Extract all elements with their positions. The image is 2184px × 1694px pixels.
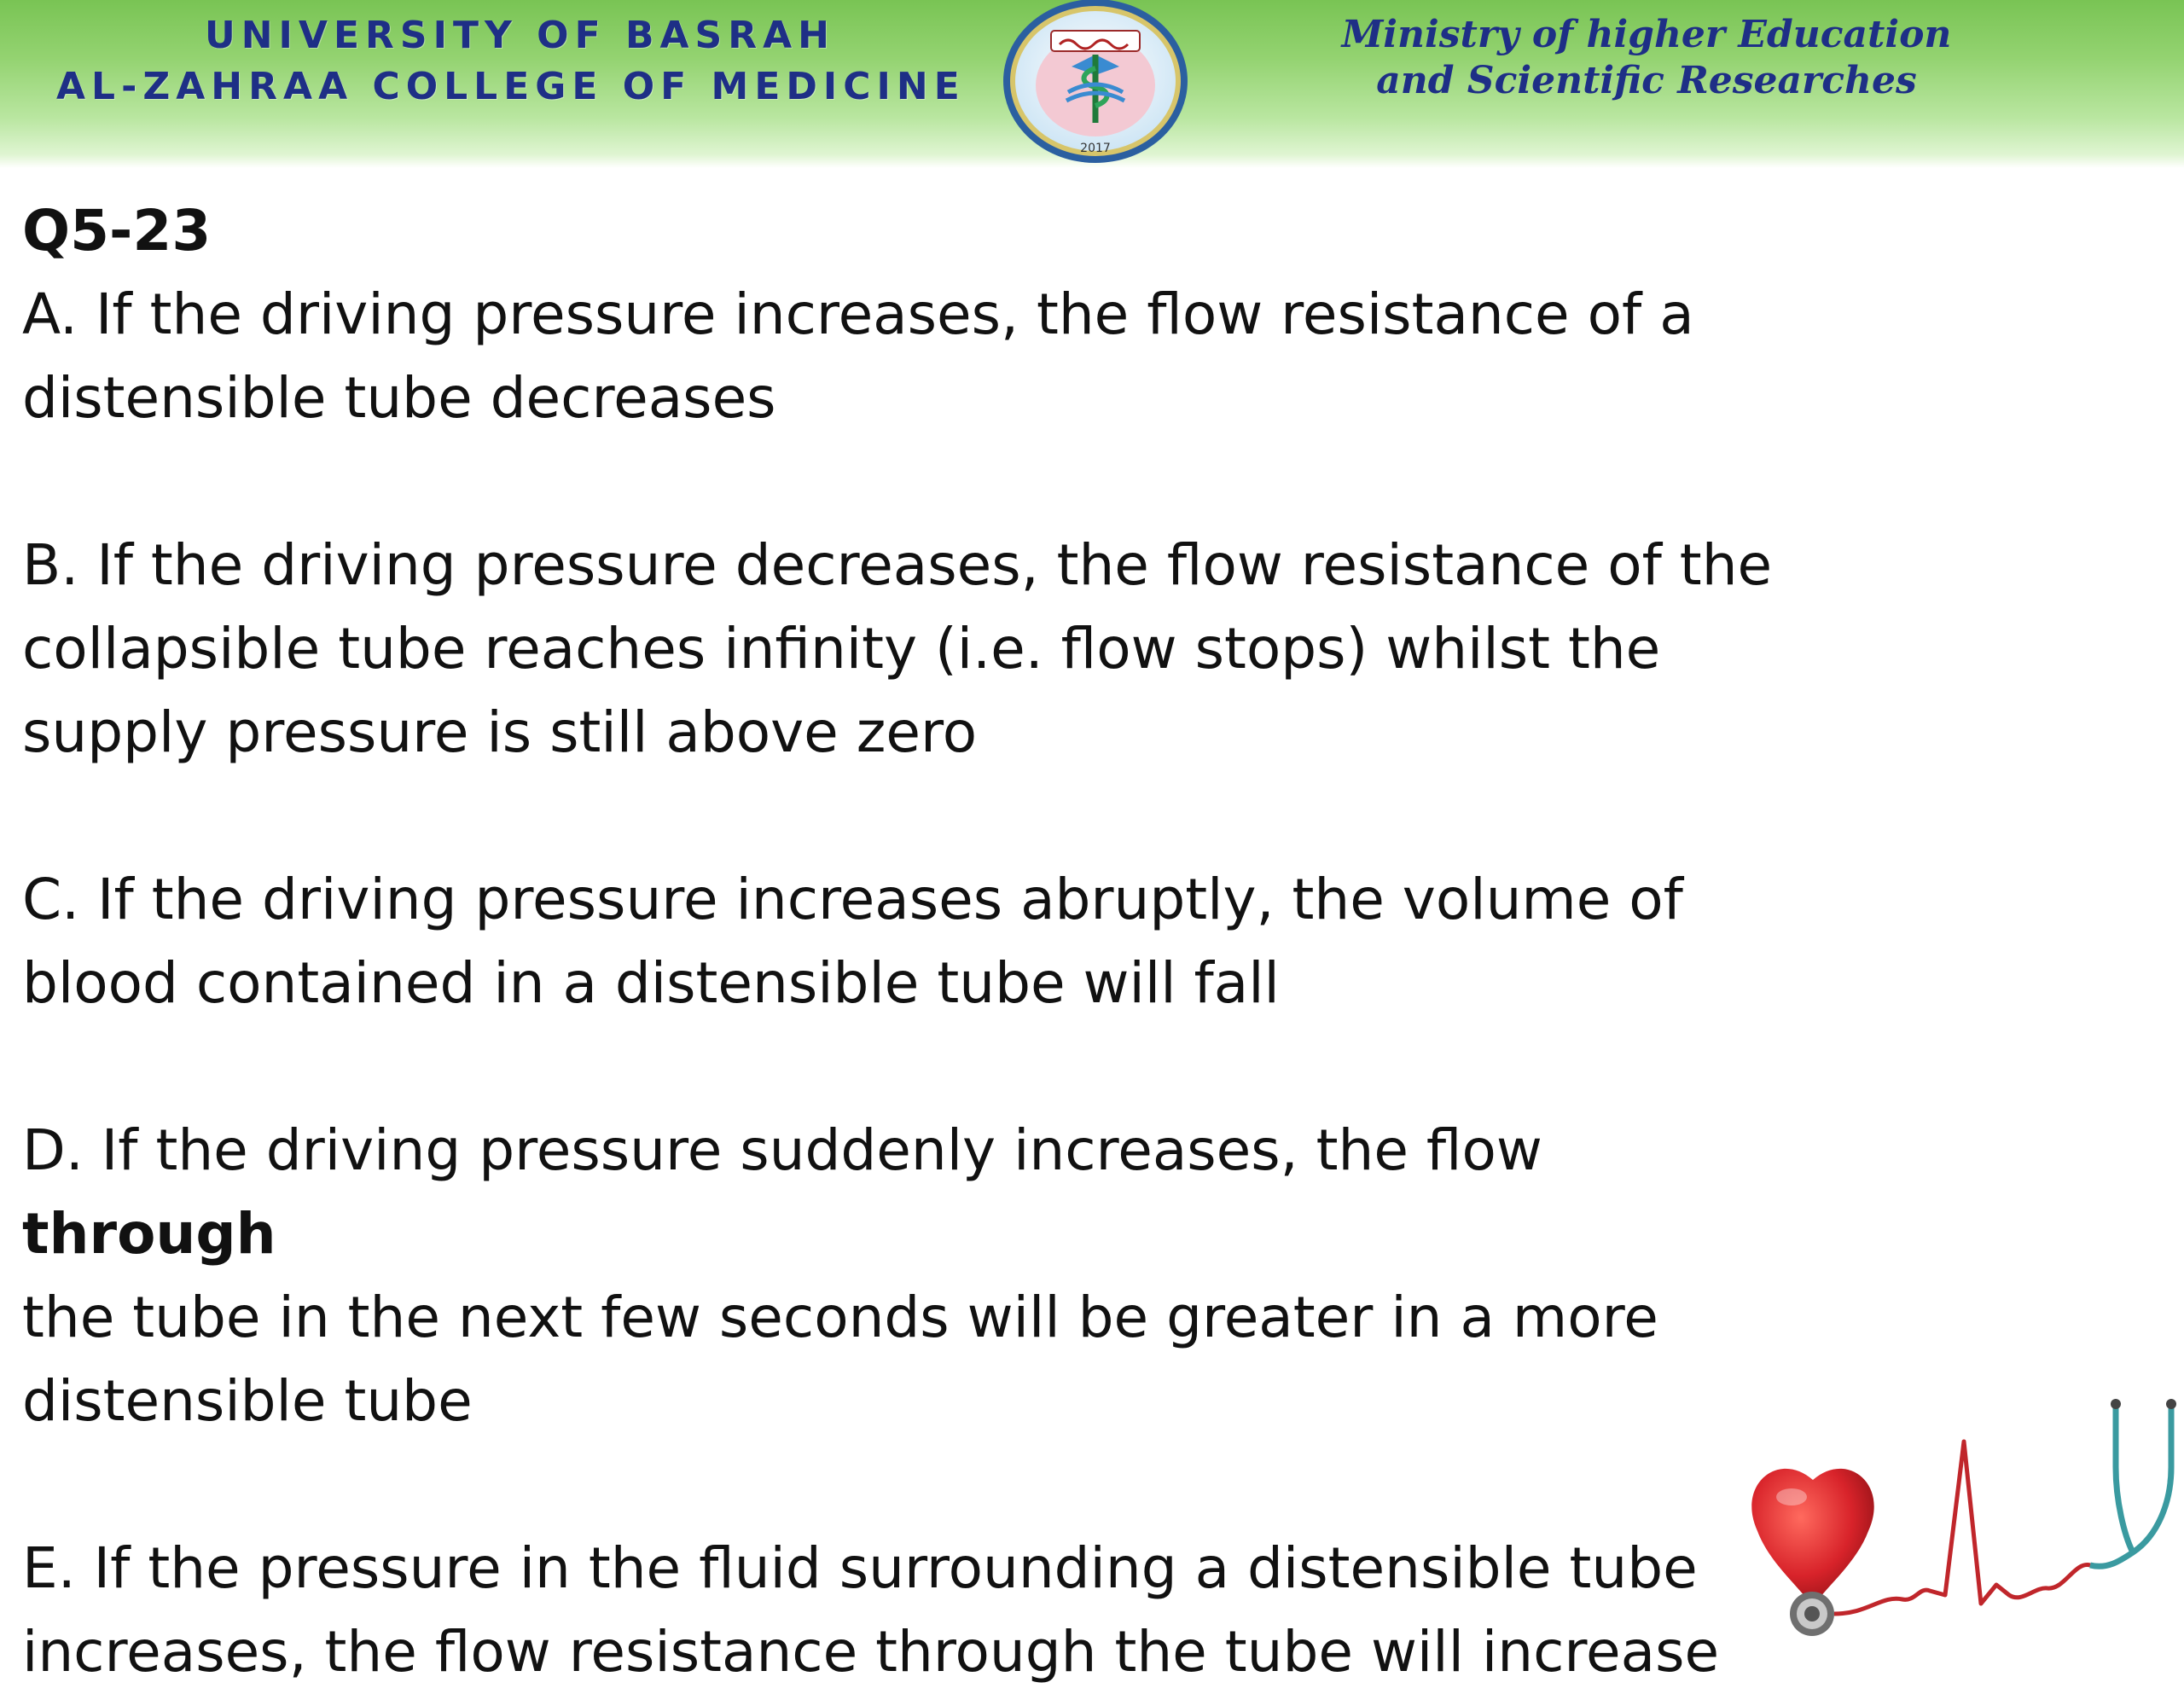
question-content xyxy=(22,189,1814,1694)
option-a: A. If the driving pressure increases, the flow resistance of a distensible tube decreases xyxy=(22,281,1694,431)
option-d-end: the tube in the next few seconds will be greater in a more distensible tube xyxy=(22,1285,1658,1434)
ministry-line-2: and Scientific Researches xyxy=(1376,59,1917,102)
logo-year: 2017 xyxy=(1080,142,1111,155)
option-b: B. If the driving pressure decreases, the flow resistance of the collapsible tube reaches infinity (i.e. flow stops) whilst the supply pressure is still above zero xyxy=(22,532,1773,765)
college-name: AL-ZAHRAA COLLEGE OF MEDICINE xyxy=(56,65,966,108)
ministry-title xyxy=(1339,12,1954,104)
option-c: C. If the driving pressure increases abruptly, the volume of blood contained in a distensible tube will fall xyxy=(22,867,1683,1016)
heart-stethoscope-icon xyxy=(1740,1390,2184,1638)
university-name: UNIVERSITY OF BASRAH xyxy=(205,14,835,57)
header-banner xyxy=(0,0,2184,168)
question-id: Q5-23 xyxy=(22,198,212,264)
option-d-bold: through xyxy=(22,1201,276,1267)
college-seal-icon xyxy=(1000,0,1191,167)
ministry-line-1: Ministry of higher Education xyxy=(1341,13,1952,56)
option-d xyxy=(22,1109,1814,1443)
option-d-start: D. If the driving pressure suddenly increases, the flow xyxy=(22,1117,1542,1183)
option-e: E. If the pressure in the fluid surrounding a distensible tube increases, the flow resistance through the tube will increase xyxy=(22,1535,1720,1685)
